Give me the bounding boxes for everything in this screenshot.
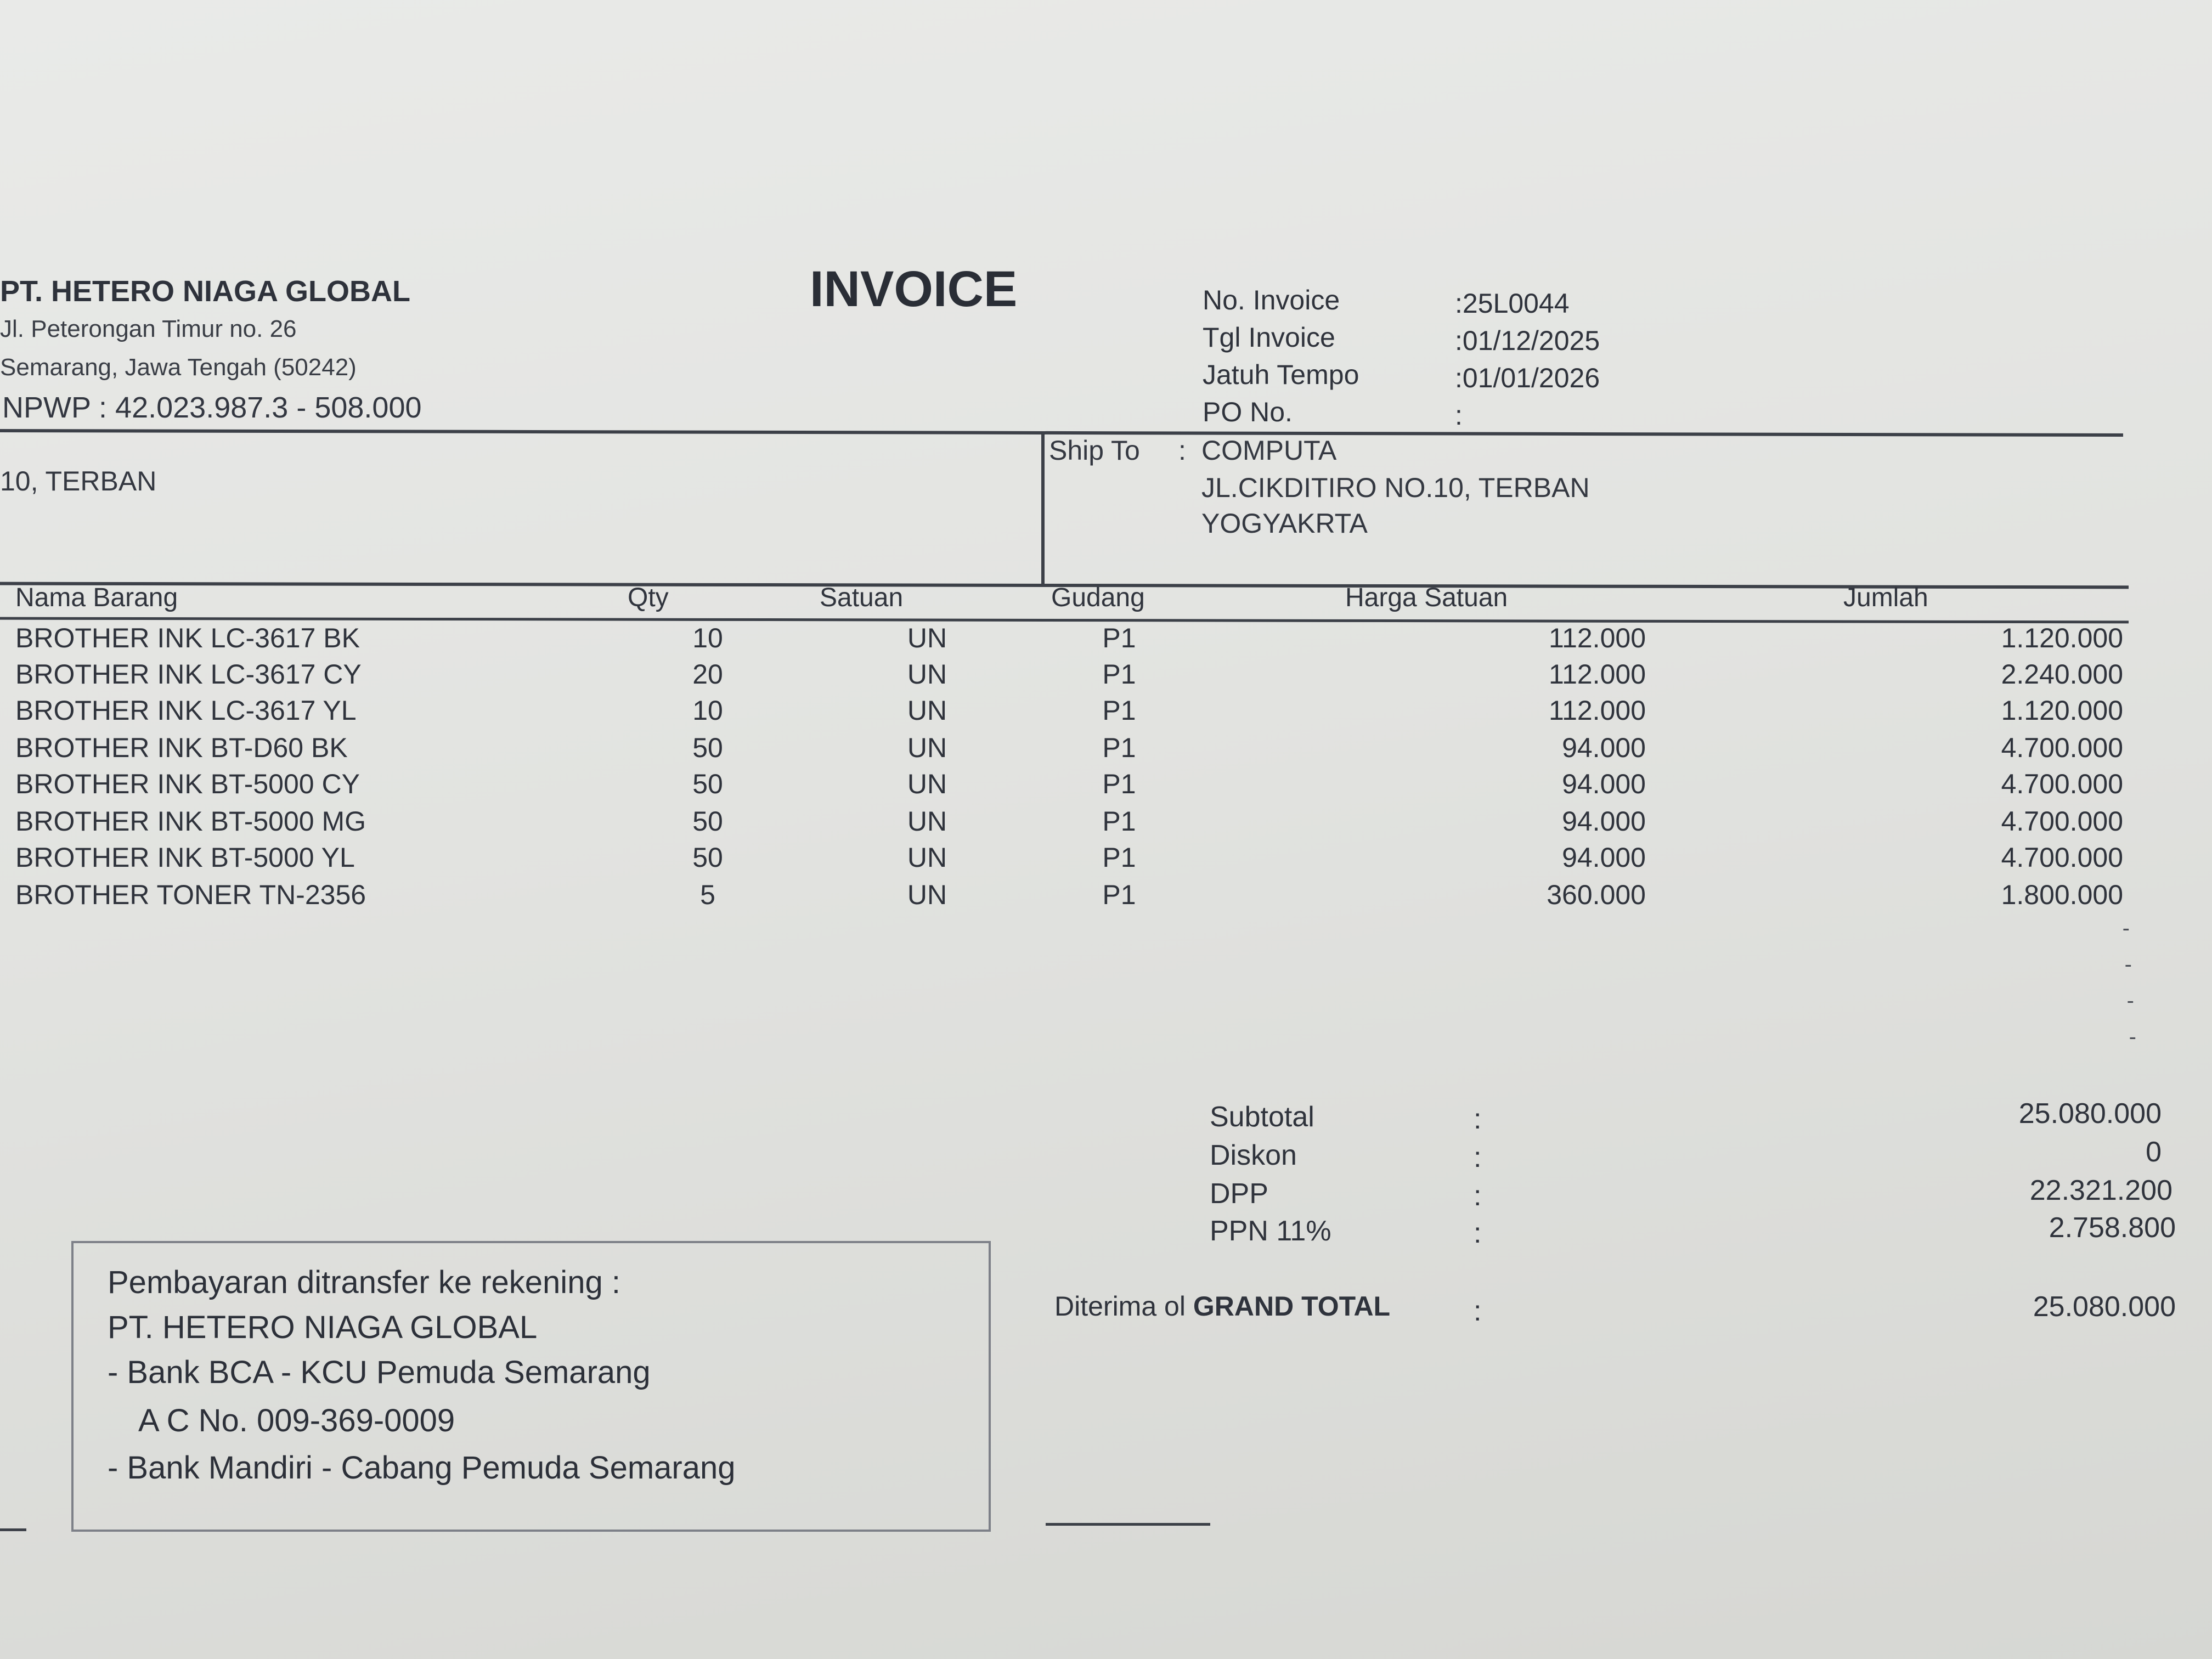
grand-total-prefix: Diterima ol (1054, 1291, 1186, 1322)
item-total: 2.240.000 (2001, 659, 2123, 690)
discount-value: 0 (2146, 1136, 2162, 1168)
item-total: 4.700.000 (2001, 842, 2123, 873)
item-qty: 10 (692, 695, 723, 726)
signature-line-left (0, 1528, 26, 1531)
company-address-line2: Semarang, Jawa Tengah (50242) (0, 354, 357, 381)
item-price: 94.000 (1562, 769, 1646, 799)
po-number-label: PO No. (1203, 397, 1293, 427)
item-price: 112.000 (1548, 623, 1646, 653)
payment-instruction: Pembayaran ditransfer ke rekening : (108, 1265, 620, 1300)
grand-total-title: GRAND TOTAL (1193, 1291, 1391, 1322)
document-title: INVOICE (810, 261, 1018, 317)
item-qty: 50 (692, 842, 723, 873)
col-header-warehouse: Gudang (1051, 583, 1145, 612)
table-row (0, 658, 2151, 695)
ship-to-colon: : (1178, 435, 1186, 466)
dpp-colon: : (1474, 1180, 1482, 1212)
company-name: PT. HETERO NIAGA GLOBAL (0, 275, 411, 308)
due-date-label: Jatuh Tempo (1203, 359, 1359, 390)
col-header-unit: Satuan (820, 583, 904, 612)
item-qty: 20 (692, 659, 723, 690)
due-date: :01/01/2026 (1455, 363, 1600, 393)
subtotal-colon: : (1474, 1103, 1482, 1135)
item-name: BROTHER INK LC-3617 BK (15, 623, 360, 653)
item-total: 4.700.000 (2001, 732, 2123, 763)
col-header-qty: Qty (628, 583, 669, 612)
table-row (0, 842, 2151, 878)
item-name: BROTHER TONER TN-2356 (15, 879, 366, 910)
item-unit: UN (907, 879, 947, 910)
item-warehouse: P1 (1102, 659, 1136, 690)
item-unit: UN (907, 732, 947, 763)
payment-bank-bca: - Bank BCA - KCU Pemuda Semarang (108, 1355, 651, 1390)
ship-to-label: Ship To (1049, 435, 1140, 466)
item-qty: 50 (692, 769, 723, 799)
empty-row-mark: - (2126, 989, 2134, 1013)
bill-to-address: 10, TERBAN (0, 466, 157, 496)
item-unit: UN (907, 842, 947, 873)
table-row (0, 695, 2151, 731)
item-price: 94.000 (1562, 732, 1646, 763)
dpp-value: 22.321.200 (2029, 1175, 2172, 1206)
item-warehouse: P1 (1102, 695, 1136, 726)
grand-total-label (1054, 1290, 1390, 1322)
grand-total-value: 25.080.000 (2033, 1291, 2176, 1323)
po-number: : (1455, 400, 1463, 431)
table-row (0, 879, 2151, 915)
item-unit: UN (907, 695, 947, 726)
ppn-colon: : (1474, 1217, 1482, 1249)
item-price: 112.000 (1548, 695, 1646, 726)
dpp-label: DPP (1210, 1178, 1268, 1210)
item-qty: 50 (692, 806, 723, 837)
item-name: BROTHER INK BT-D60 BK (15, 732, 348, 763)
item-warehouse: P1 (1102, 806, 1136, 837)
invoice-date: :01/12/2025 (1455, 325, 1600, 356)
item-total: 4.700.000 (2001, 769, 2123, 799)
table-row (0, 622, 2151, 658)
empty-row-mark: - (2129, 1025, 2136, 1049)
ship-to-city: YOGYAKRTA (1201, 508, 1368, 539)
subtotal-value: 25.080.000 (2018, 1098, 2162, 1130)
item-total: 4.700.000 (2001, 806, 2123, 837)
empty-row-mark: - (2124, 952, 2132, 977)
item-price: 94.000 (1562, 842, 1646, 873)
table-row (0, 805, 2151, 842)
table-row (0, 732, 2151, 768)
item-qty: 5 (700, 879, 715, 910)
item-name: BROTHER INK LC-3617 CY (15, 659, 362, 690)
table-row (0, 768, 2151, 804)
ppn-value: 2.758.800 (2049, 1212, 2176, 1244)
grand-total-colon: : (1474, 1295, 1482, 1327)
item-qty: 10 (692, 623, 723, 653)
item-unit: UN (907, 659, 947, 690)
item-unit: UN (907, 769, 947, 799)
col-header-price: Harga Satuan (1345, 583, 1508, 612)
invoice-number-label: No. Invoice (1203, 285, 1340, 315)
item-price: 360.000 (1547, 879, 1646, 910)
item-name: BROTHER INK BT-5000 MG (15, 806, 366, 837)
item-total: 1.120.000 (2001, 695, 2123, 726)
item-warehouse: P1 (1102, 879, 1136, 910)
payment-info-box (71, 1241, 991, 1532)
payment-account-name: PT. HETERO NIAGA GLOBAL (108, 1310, 538, 1345)
item-total: 1.120.000 (2001, 623, 2123, 653)
company-address-line1: Jl. Peterongan Timur no. 26 (0, 315, 297, 342)
payment-bank-mandiri: - Bank Mandiri - Cabang Pemuda Semarang (108, 1450, 736, 1486)
item-price: 112.000 (1548, 659, 1646, 690)
col-header-item: Nama Barang (15, 583, 178, 612)
item-name: BROTHER INK BT-5000 YL (15, 842, 355, 873)
signature-line-receiver (1046, 1523, 1210, 1526)
ship-to-address: JL.CIKDITIRO NO.10, TERBAN (1201, 472, 1590, 503)
item-unit: UN (907, 623, 947, 653)
item-qty: 50 (692, 732, 723, 763)
invoice-date-label: Tgl Invoice (1203, 322, 1335, 353)
item-unit: UN (907, 806, 947, 837)
item-warehouse: P1 (1102, 842, 1136, 873)
item-warehouse: P1 (1102, 769, 1136, 799)
billto-shipto-divider (1041, 435, 1045, 586)
item-warehouse: P1 (1102, 623, 1136, 653)
discount-colon: : (1474, 1142, 1482, 1173)
company-npwp: NPWP : 42.023.987.3 - 508.000 (2, 391, 422, 424)
payment-account-number: A C No. 009-369-0009 (138, 1403, 455, 1438)
item-warehouse: P1 (1102, 732, 1136, 763)
item-name: BROTHER INK LC-3617 YL (15, 695, 357, 726)
ship-to-name: COMPUTA (1201, 435, 1337, 466)
discount-label: Diskon (1210, 1139, 1297, 1171)
col-header-total: Jumlah (1843, 583, 1928, 612)
empty-row-mark: - (2122, 916, 2130, 940)
item-name: BROTHER INK BT-5000 CY (15, 769, 360, 799)
item-total: 1.800.000 (2001, 879, 2123, 910)
invoice-number: :25L0044 (1455, 288, 1570, 319)
item-price: 94.000 (1562, 806, 1646, 837)
subtotal-label: Subtotal (1210, 1101, 1314, 1133)
ppn-label: PPN 11% (1210, 1215, 1331, 1247)
